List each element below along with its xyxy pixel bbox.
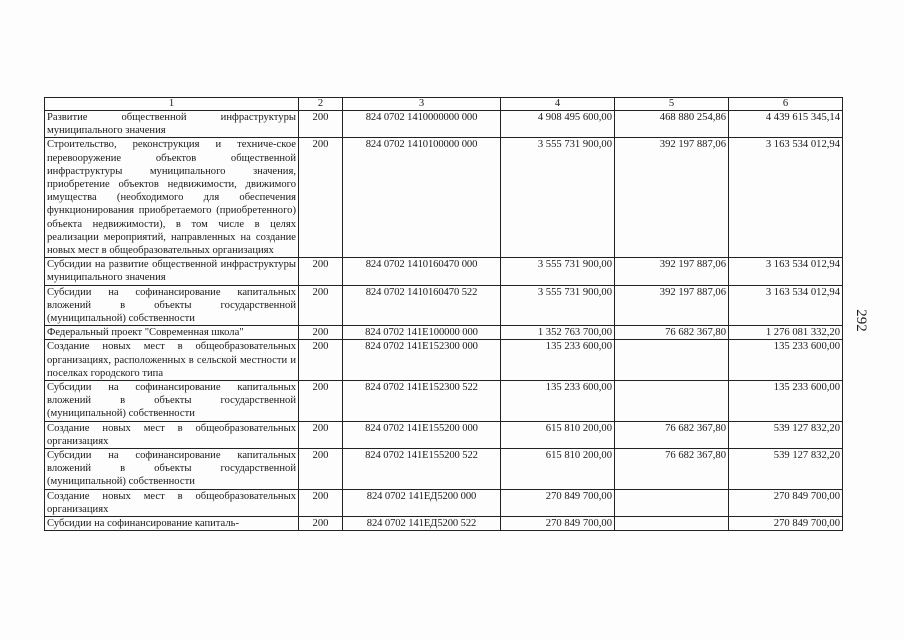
- row-value-5: 392 197 887,06: [615, 285, 729, 326]
- column-header-2: 2: [299, 98, 343, 111]
- row-code: 824 0702 141ЕД5200 522: [343, 517, 501, 531]
- table-row: [45, 421, 843, 448]
- row-value-5: 392 197 887,06: [615, 258, 729, 285]
- row-value-4: 1 352 763 700,00: [501, 326, 615, 340]
- row-name: Развитие общественной инфраструктуры муниципального значения: [45, 111, 299, 138]
- row-name: Создание новых мест в общеобразовательных организациях: [45, 489, 299, 516]
- row-col2: 200: [299, 138, 343, 258]
- row-value-5: 76 682 367,80: [615, 449, 729, 490]
- row-value-4: 4 908 495 600,00: [501, 111, 615, 138]
- row-col2: 200: [299, 111, 343, 138]
- row-value-6: 3 163 534 012,94: [729, 138, 843, 258]
- row-value-6: 1 276 081 332,20: [729, 326, 843, 340]
- row-value-4: 3 555 731 900,00: [501, 285, 615, 326]
- row-value-4: 3 555 731 900,00: [501, 138, 615, 258]
- row-code: 824 0702 1410000000 000: [343, 111, 501, 138]
- row-value-5: 76 682 367,80: [615, 326, 729, 340]
- row-name: Субсидии на софинансирование капиталь-: [45, 517, 299, 531]
- row-name: Субсидии на софинансирование капитальных вложений в объекты государственной (муниципальной) собственности: [45, 381, 299, 422]
- row-value-6: 270 849 700,00: [729, 489, 843, 516]
- page-number: 292: [852, 309, 869, 332]
- row-name: Федеральный проект "Современная школа": [45, 326, 299, 340]
- table-row: [45, 449, 843, 490]
- row-col2: 200: [299, 285, 343, 326]
- row-code: 824 0702 141Е152300 522: [343, 381, 501, 422]
- row-value-6: 135 233 600,00: [729, 340, 843, 381]
- row-name: Субсидии на софинансирование капитальных вложений в объекты государственной (муниципальной) собственности: [45, 449, 299, 490]
- row-value-5: 468 880 254,86: [615, 111, 729, 138]
- row-col2: 200: [299, 449, 343, 490]
- row-name: Субсидии на развитие общественной инфраструктуры муниципального значения: [45, 258, 299, 285]
- row-value-5: [615, 340, 729, 381]
- row-value-5: [615, 489, 729, 516]
- budget-table: [44, 97, 843, 531]
- row-code: 824 0702 141Е155200 000: [343, 421, 501, 448]
- row-col2: 200: [299, 421, 343, 448]
- column-header-1: 1: [45, 98, 299, 111]
- table-row: [45, 326, 843, 340]
- row-value-6: 135 233 600,00: [729, 381, 843, 422]
- row-value-6: 3 163 534 012,94: [729, 285, 843, 326]
- row-value-6: 270 849 700,00: [729, 517, 843, 531]
- row-col2: 200: [299, 489, 343, 516]
- row-value-4: 270 849 700,00: [501, 489, 615, 516]
- row-value-4: 135 233 600,00: [501, 340, 615, 381]
- row-value-5: [615, 517, 729, 531]
- row-col2: 200: [299, 517, 343, 531]
- column-header-3: 3: [343, 98, 501, 111]
- row-value-4: 615 810 200,00: [501, 421, 615, 448]
- row-value-4: 615 810 200,00: [501, 449, 615, 490]
- row-value-6: 539 127 832,20: [729, 421, 843, 448]
- table-row: [45, 111, 843, 138]
- column-header-5: 5: [615, 98, 729, 111]
- table-row: [45, 340, 843, 381]
- row-name: Строительство, реконструкция и техниче-ское перевооружение объектов общественной инфраструктуры муниципального значения, приобретение объектов недвижимости, движимого имущества (необходимого для обеспечения функционирования приобретаемого (приобретенного) объекта недвижимости), в том числе в целях реализации мероприятий, направленных на создание новых мест в общеобразовательных организациях: [45, 138, 299, 258]
- row-code: 824 0702 141Е152300 000: [343, 340, 501, 381]
- row-name: Создание новых мест в общеобразовательных организациях: [45, 421, 299, 448]
- table-row: [45, 285, 843, 326]
- row-value-4: 270 849 700,00: [501, 517, 615, 531]
- row-col2: 200: [299, 381, 343, 422]
- row-code: 824 0702 1410160470 522: [343, 285, 501, 326]
- row-value-6: 4 439 615 345,14: [729, 111, 843, 138]
- row-value-4: 3 555 731 900,00: [501, 258, 615, 285]
- row-col2: 200: [299, 326, 343, 340]
- row-value-5: 392 197 887,06: [615, 138, 729, 258]
- row-code: 824 0702 1410160470 000: [343, 258, 501, 285]
- row-code: 824 0702 141Е100000 000: [343, 326, 501, 340]
- table-row: [45, 138, 843, 258]
- row-value-4: 135 233 600,00: [501, 381, 615, 422]
- table-row: [45, 517, 843, 531]
- row-col2: 200: [299, 258, 343, 285]
- table-row: [45, 489, 843, 516]
- row-name: Создание новых мест в общеобразовательных организациях, расположенных в сельской местности и поселках городского типа: [45, 340, 299, 381]
- row-value-6: 539 127 832,20: [729, 449, 843, 490]
- table-row: [45, 381, 843, 422]
- row-code: 824 0702 141Е155200 522: [343, 449, 501, 490]
- table-header-row: [45, 98, 843, 111]
- row-value-5: [615, 381, 729, 422]
- row-value-5: 76 682 367,80: [615, 421, 729, 448]
- row-code: 824 0702 1410100000 000: [343, 138, 501, 258]
- row-value-6: 3 163 534 012,94: [729, 258, 843, 285]
- table-row: [45, 258, 843, 285]
- column-header-6: 6: [729, 98, 843, 111]
- row-code: 824 0702 141ЕД5200 000: [343, 489, 501, 516]
- row-name: Субсидии на софинансирование капитальных вложений в объекты государственной (муниципальной) собственности: [45, 285, 299, 326]
- column-header-4: 4: [501, 98, 615, 111]
- row-col2: 200: [299, 340, 343, 381]
